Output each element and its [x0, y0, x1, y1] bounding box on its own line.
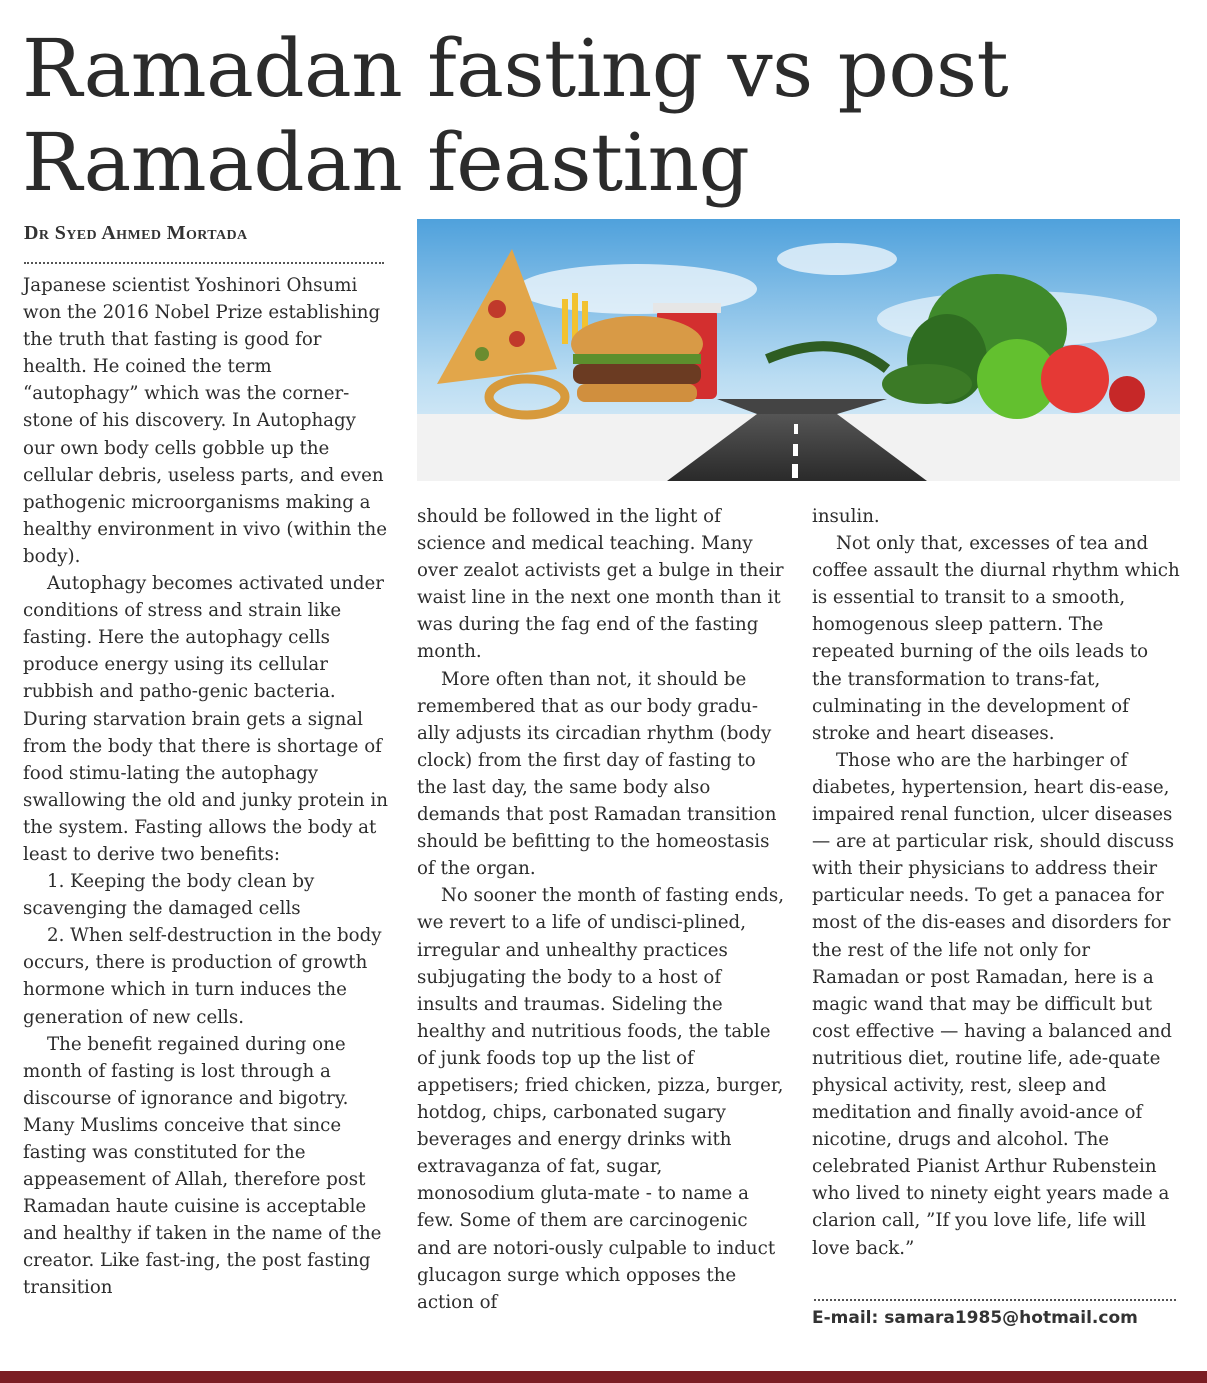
author-email[interactable]: E-mail: samara1985@hotmail.com	[812, 1308, 1138, 1328]
hero-image	[417, 219, 1180, 481]
paragraph: Autophagy becomes activated under conditions of stress and strain like fasting. Here the autophagy cells produce energy using its cellular rubbish and patho-genic bacteria. During starvation brain gets a signal from the body that there is shortage of food stimu-lating the autophagy swallowing the old and junky protein in the system. Fasting allows the body at least to derive two benefits:	[23, 573, 388, 865]
list-item: 2. When self-destruction in the body occurs, there is production of growth hormone which in turn induces the generation of new cells.	[23, 925, 382, 1028]
column-1	[23, 272, 389, 1302]
column-3	[812, 503, 1182, 1262]
paragraph: insulin.	[812, 506, 880, 527]
bottom-accent-bar	[0, 1371, 1207, 1383]
headline	[22, 22, 1182, 210]
byline: Dr Syed Ahmed Mortada	[24, 222, 248, 244]
headline-line-1: Ramadan fasting vs post	[22, 22, 1009, 115]
paragraph: Japanese scientist Yoshinori Ohsumi won the 2016 Nobel Prize establishing the truth that fasting is good for health. He coined the term “autophagy” which was the corner-stone of his discovery. In Autophagy our own body cells gobble up the cellular debris, useless parts, and even pathogenic microorganisms making a healthy environment in vivo (within the body).	[23, 275, 387, 567]
byline-divider	[24, 262, 384, 264]
paragraph: Not only that, excesses of tea and coffee assault the diurnal rhythm which is essential to transit to a smooth, homogenous sleep pattern. The repeated burning of the oils leads to the transformation to trans-fat, culminating in the development of stroke and heart diseases.	[812, 533, 1180, 744]
paragraph: More often than not, it should be remembered that as our body gradu-ally adjusts its circadian rhythm (body clock) from the first day of fasting to the last day, the same body also demands that post Ramadan transition should be befitting to the homeostasis of the organ.	[417, 668, 777, 880]
list-item: 1. Keeping the body clean by scavenging the damaged cells	[23, 871, 315, 920]
paragraph: should be followed in the light of science and medical teaching. Many over zealot activists get a bulge in their waist line in the next one month than it was during the fag end of the fasting month.	[417, 506, 784, 663]
headline-line-2: Ramadan feasting	[22, 116, 750, 209]
paragraph: The benefit regained during one month of fasting is lost through a discourse of ignorance and bigotry. Many Muslims conceive that since fasting was constituted for the appeasement of Allah, therefore post Ramadan haute cuisine is acceptable and healthy if taken in the name of the creator. Like fast-ing, the post fasting transition	[23, 1033, 382, 1299]
column-2	[417, 503, 785, 1316]
paragraph: Those who are the harbinger of diabetes, hypertension, heart dis-ease, impaired renal function, ulcer diseases — are at particular risk, should discuss with their physicians to address their particular needs. To get a panacea for most of the dis-eases and disorders for the rest of the life not only for Ramadan or post Ramadan, here is a magic wand that may be difficult but cost effective — having a balanced and nutritious diet, routine life, ade-quate physical activity, rest, sleep and meditation and finally avoid-ance of nicotine, drugs and alcohol. The celebrated Pianist Arthur Rubenstein who lived to ninety eight years made a clarion call, ”If you love life, life will love back.”	[812, 749, 1175, 1259]
email-divider	[814, 1299, 1176, 1301]
paragraph: No sooner the month of fasting ends, we revert to a life of undisci-plined, irregular and unhealthy practices subjugating the body to a host of insults and traumas. Sideling the healthy and nutritious foods, the table of junk foods top up the list of appetisers; fried chicken, pizza, burger, hotdog, chips, carbonated sugary beverages and energy drinks with extravaganza of fat, sugar, monosodium gluta-mate - to name a few. Some of them are carcinogenic and are notori-ously culpable to induct glucagon surge which opposes the action of	[417, 885, 784, 1313]
